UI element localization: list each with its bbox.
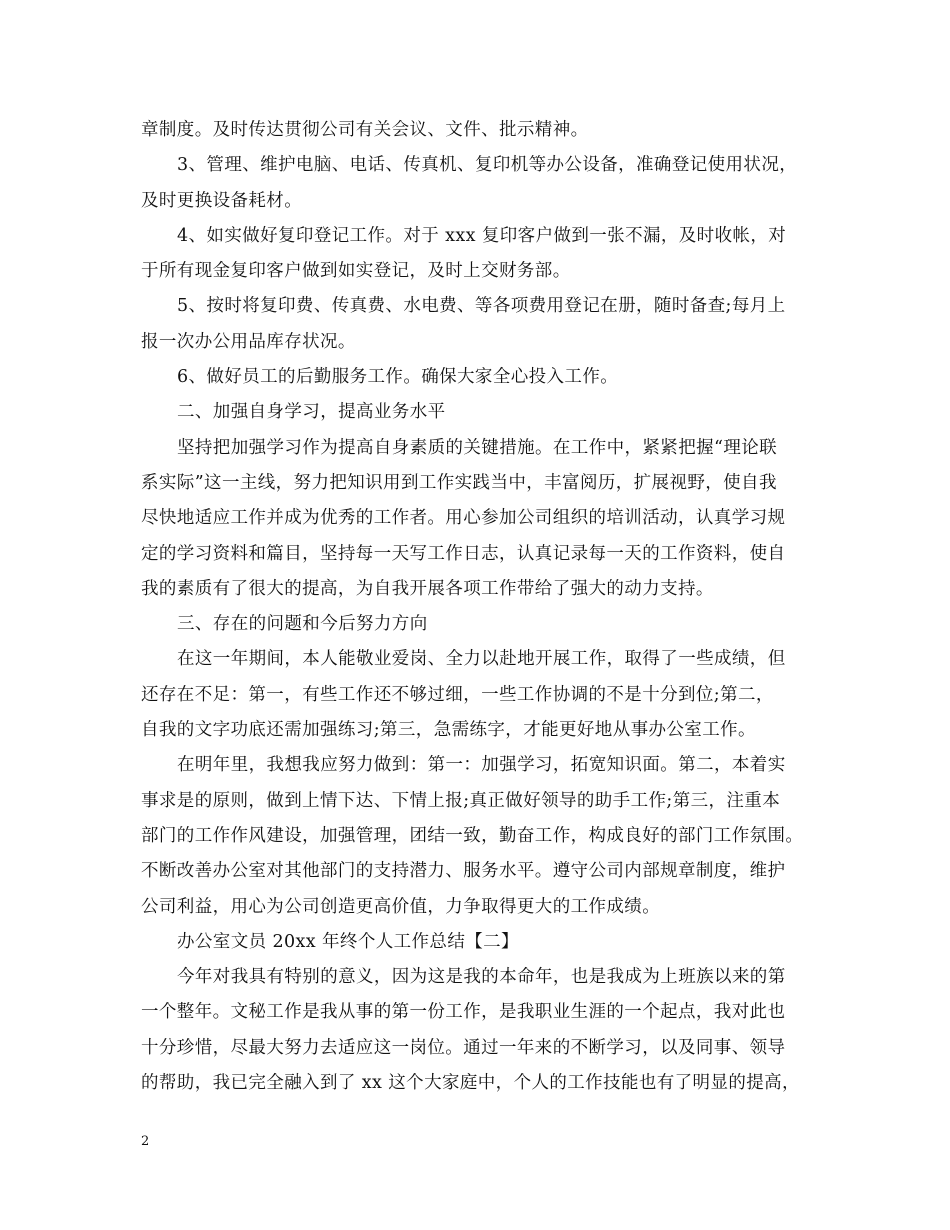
text-line: 4、如实做好复印登记工作。对于 xxx 复印客户做到一张不漏，及时收帐，对 [177,225,787,246]
text-line: 公司利益，用心为公司创造更高价值，力争取得更大的工作成绩。 [141,896,661,917]
text-line: 二、加强自身学习，提高业务水平 [177,402,446,423]
text-line: 事求是的原则，做到上情下达、下情上报;真正做好领导的助手工作;第三，注重本 [141,790,781,811]
text-line: 一个整年。文秘工作是我从事的第一份工作，是我职业生涯的一个起点，我对此也 [141,1002,786,1023]
text-line: 自我的文字功底还需加强练习;第三，急需练字，才能更好地从事办公室工作。 [141,720,756,741]
text-line: 章制度。及时传达贯彻公司有关会议、文件、批示精神。 [141,120,589,140]
text-line: 6、做好员工的后勤服务工作。确保大家全心投入工作。 [177,367,619,388]
text-line: 尽快地适应工作并成为优秀的工作者。用心参加公司组织的培训活动，认真学习规 [141,508,786,529]
text-line: 定的学习资料和篇目，坚持每一天写工作日志，认真记录每一天的工作资料，使自 [141,543,786,564]
text-line: 我的素质有了很大的提高，为自我开展各项工作带给了强大的动力支持。 [141,578,714,599]
text-line: 5、按时将复印费、传真费、水电费、等各项费用登记在册，随时备查;每月上 [177,296,786,317]
text-line: 办公室文员 20xx 年终个人工作总结【二】 [177,931,519,952]
text-line: 系实际”这一主线，努力把知识用到工作实践当中，丰富阅历，扩展视野，使自我 [141,472,777,493]
text-line: 三、存在的问题和今后努力方向 [177,614,428,635]
text-line: 十分珍惜，尽最大努力去适应这一岗位。通过一年来的不断学习，以及同事、领导 [141,1037,786,1058]
text-line: 不断改善办公室对其他部门的支持潜力、服务水平。遵守公司内部规章制度，维护 [141,861,786,882]
text-line: 及时更换设备耗材。 [141,190,303,211]
text-line: 还存在不足：第一，有些工作还不够过细，一些工作协调的不是十分到位;第二， [141,684,774,705]
document-body [141,113,827,1101]
text-line: 在明年里，我想我应努力做到：第一：加强学习，拓宽知识面。第二，本着实 [177,755,786,776]
text-line: 坚持把加强学习作为提高自身素质的关键措施。在工作中，紧紧把握“理论联 [177,437,778,458]
text-line: 的帮助，我已完全融入到了 xx 这个大家庭中，个人的工作技能也有了明显的提高， [141,1073,800,1094]
text-line: 部门的工作作风建设，加强管理，团结一致，勤奋工作，构成良好的部门工作氛围。 [141,825,804,846]
text-line: 于所有现金复印客户做到如实登记，及时上交财务部。 [141,261,571,282]
text-line: 报一次办公用品库存状况。 [141,331,356,352]
text-line: 今年对我具有特别的意义，因为这是我的本命年，也是我成为上班族以来的第 [177,967,786,988]
text-line: 在这一年期间，本人能敬业爱岗、全力以赴地开展工作，取得了一些成绩，但 [177,649,786,670]
text-line: 3、管理、维护电脑、电话、传真机、复印机等办公设备，准确登记使用状况， [177,155,798,176]
page-number: 2 [141,1134,150,1149]
